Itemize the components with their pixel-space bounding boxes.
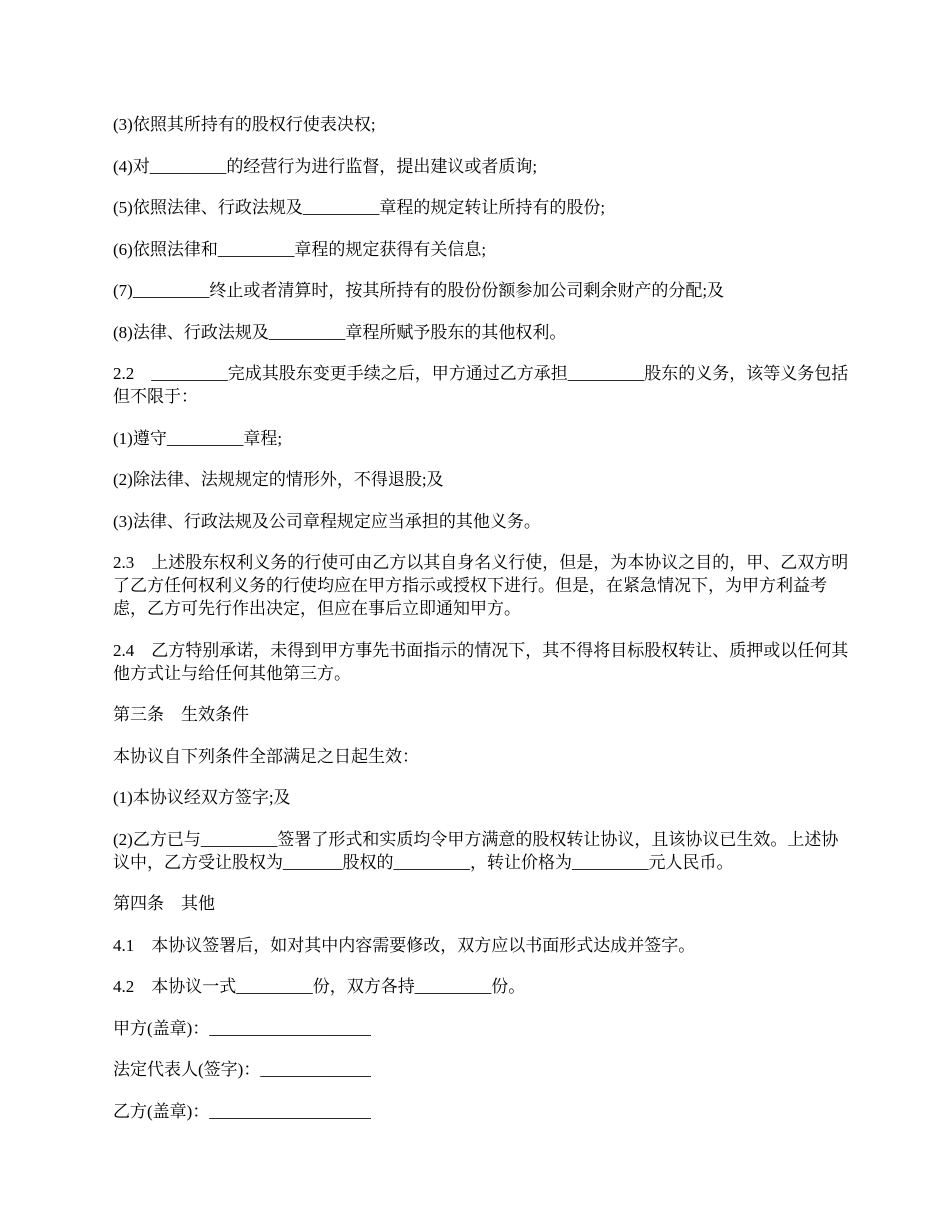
article-3-heading: 第三条 生效条件 <box>113 705 249 724</box>
signature-legal-rep: 法定代表人(签字)：_____________ <box>113 1060 371 1079</box>
signature-party-b: 乙方(盖章)：___________________ <box>113 1101 371 1121</box>
clause-right-3-voting: (3)依照其所持有的股权行使表决权; <box>113 115 376 134</box>
condition-1: (1)本协议经双方签字;及 <box>113 788 291 807</box>
clause-obligation-3: (3)法律、行政法规及公司章程规定应当承担的其他义务。 <box>113 511 541 531</box>
signature-party-a: 甲方(盖章)：___________________ <box>113 1018 371 1038</box>
clause-2-4: 2.4 乙方特别承诺，未得到甲方事先书面指示的情况下，其不得将目标股权转让、质押或以任何其他方式让与给任何其他第三方。 <box>113 640 849 683</box>
clause-right-8-other-rights: (8)法律、行政法规及_________章程所赋予股东的其他权利。 <box>113 322 567 342</box>
clause-4-1: 4.1 本协议签署后，如对其中内容需要修改，双方应以书面形式达成并签字。 <box>113 935 696 955</box>
clause-right-4-supervision: (4)对_________的经营行为进行监督，提出建议或者质询; <box>113 156 538 176</box>
clause-obligation-1: (1)遵守_________章程; <box>113 428 283 448</box>
effectiveness-intro: 本协议自下列条件全部满足之日起生效： <box>113 746 419 766</box>
condition-2: (2)乙方已与_________签署了形式和实质均令甲方满意的股权转让协议，且该协议已生效。上述协议中，乙方受让股权为_______股权的_________，转让价格为_________元人民币。 <box>113 829 839 872</box>
clause-obligation-2: (2)除法律、法规规定的情形外，不得退股;及 <box>113 470 444 489</box>
clause-4-2: 4.2 本协议一式_________份，双方各持_________份。 <box>113 977 526 996</box>
clause-right-5-transfer: (5)依照法律、行政法规及_________章程的规定转让所持有的股份; <box>113 198 606 217</box>
clause-right-7-liquidation: (7)_________终止或者清算时，按其所持有的股份份额参加公司剩余财产的分配;及 <box>113 281 725 300</box>
clause-2-2: 2.2 _________完成其股东变更手续之后，甲方通过乙方承担_________股东的义务，该等义务包括但不限于： <box>113 364 849 406</box>
article-4-heading: 第四条 其他 <box>113 894 215 913</box>
clause-right-6-information: (6)依照法律和_________章程的规定获得有关信息; <box>113 239 487 259</box>
clause-2-3: 2.3 上述股东权利义务的行使可由乙方以其自身名义行使，但是，为本协议之目的，甲、乙双方明了乙方任何权利义务的行使均应在甲方指示或授权下进行。但是，在紧急情况下，为甲方利益考虑，乙方可先行作出决定，但应在事后立即通知甲方。 <box>113 553 849 618</box>
